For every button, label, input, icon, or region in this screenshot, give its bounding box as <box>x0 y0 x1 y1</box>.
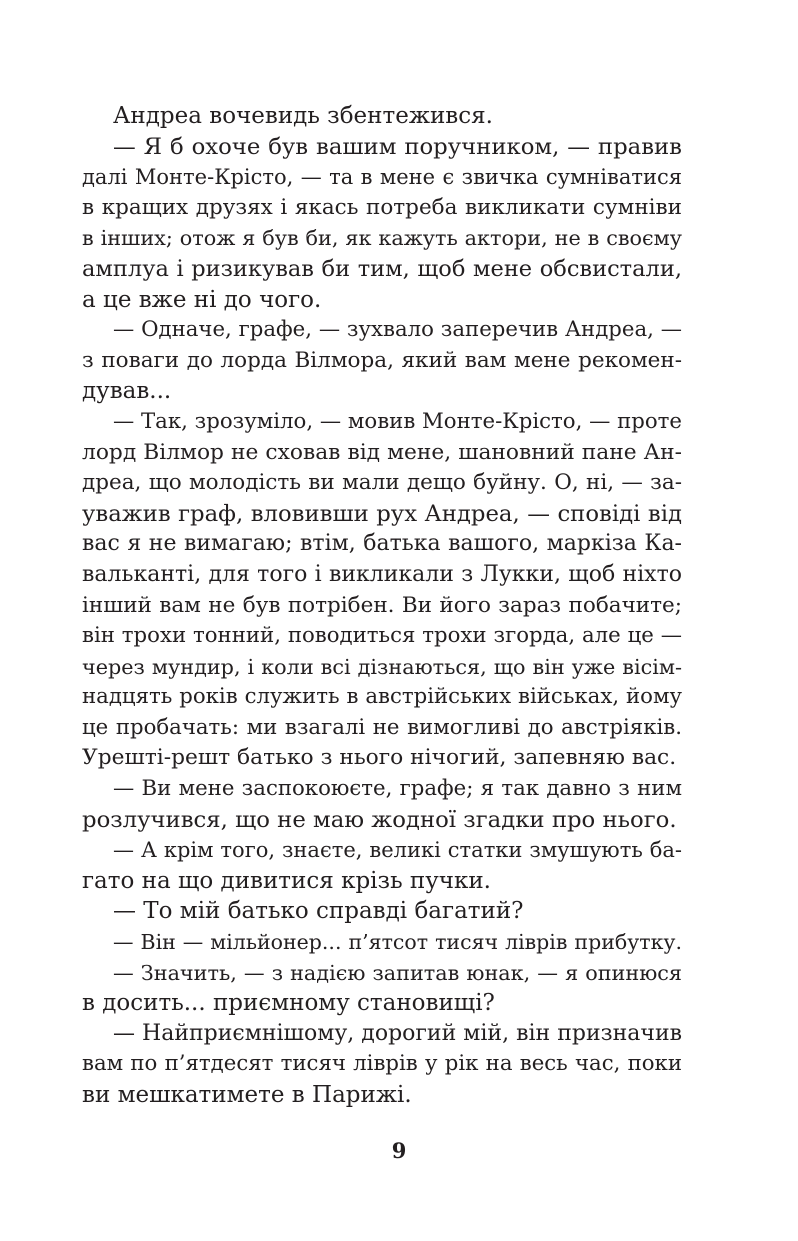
text-line: Андреа вочевидь збентежився. <box>113 103 493 129</box>
text-line: амплуа і ризикував би тим, щоб мене обсвистали, <box>82 255 682 282</box>
text-line: уважив граф, вловивши рух Андреа, — сповіді від <box>82 500 682 527</box>
text-line: — Ви мене заспокоюєте, графе; я так давно з ним <box>113 776 682 802</box>
text-line: — То мій батько справді багатий? <box>113 898 524 925</box>
text-line: — Він — мільйонер... п’ятсот тисяч ліврів прибутку. <box>113 930 682 955</box>
text-line: — А крім того, знаєте, великі статки змушують ба- <box>113 838 682 863</box>
text-line: він трохи тонний, поводиться трохи згорда, але це — <box>82 623 682 649</box>
text-line: дував... <box>82 378 172 405</box>
text-line: ви мешкатимете в Парижі. <box>82 1082 412 1108</box>
text-line: це пробачать: ми взагалі не вимогливі до австріяків. <box>82 714 682 740</box>
text-line: вас я не вимагаю; втім, батька вашого, маркіза Ка- <box>82 531 682 557</box>
text-line: — Одначе, графе, — зухвало заперечив Андреа, — <box>113 317 682 343</box>
text-line: а це вже ні до чого. <box>82 286 322 313</box>
text-line: вальканті, для того і викликали з Лукки, щоб ніхто <box>82 561 682 587</box>
text-line: вам по п’ятдесят тисяч ліврів у рік на весь час, поки <box>82 1051 682 1077</box>
text-line: Урешті-решт батько з нього нічогий, запевняю вас. <box>82 745 677 771</box>
text-line: через мундир, і коли всі дізнаються, що він уже вісім- <box>82 654 682 679</box>
text-line: — Я б охоче був вашим поручником, — правив <box>113 133 682 160</box>
text-line: гато на що дивитися крізь пучки. <box>82 867 491 894</box>
text-line: далі Монте-Крісто, — та в мене є звичка сумніватися <box>82 165 682 190</box>
text-line: — Так, зрозуміло, — мовив Монте-Крісто, — проте <box>113 408 682 434</box>
text-line: розлучився, що не маю жодної згадки про нього. <box>82 806 677 833</box>
page-body <box>82 101 682 1111</box>
text-line: — Найприємнішому, дорогий мій, він призначив <box>113 1020 682 1046</box>
text-line: надцять років служить в австрійських військах, йому <box>82 684 682 710</box>
text-line: інший вам не був потрібен. Ви його зараз побачите; <box>82 592 682 618</box>
text-line: дреа, що молодість ви мали дещо буйну. О, ні, — за- <box>82 470 682 496</box>
text-line: лорд Вілмор не сховав від мене, шановний пане Ан- <box>82 439 682 465</box>
page-number: 9 <box>391 1138 407 1163</box>
text-line: в досить... приємному становищі? <box>82 990 495 1017</box>
text-line: в кращих друзях і якась потреба викликати сумніви <box>82 194 682 220</box>
text-line: — Значить, — з надією запитав юнак, — я опинюся <box>113 960 682 985</box>
text-line: з поваги до лорда Вілмора, який вам мене рекомен- <box>82 347 682 373</box>
text-line: в інших; отож я був би, як кажуть актори, не в своєму <box>82 226 682 251</box>
